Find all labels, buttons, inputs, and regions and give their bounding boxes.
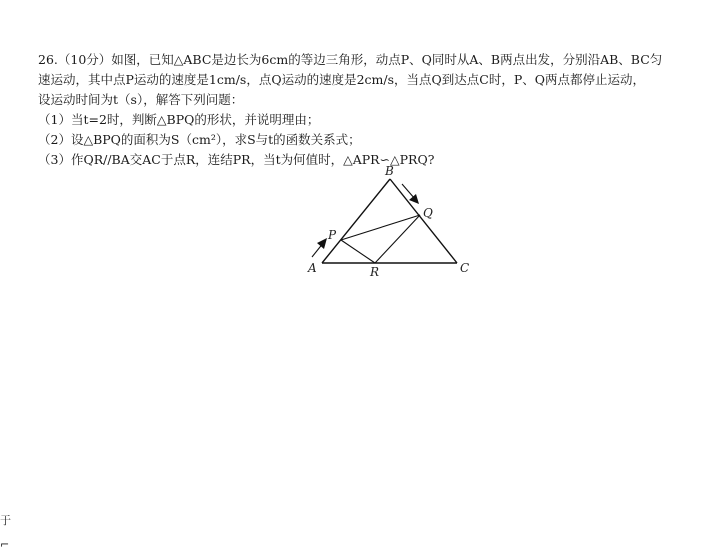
label-q: Q — [423, 206, 433, 220]
label-a: A — [308, 261, 317, 275]
edge-fragment-1: 于 — [0, 514, 11, 527]
sub-question-1: （1）当t=2时，判断△BPQ的形状，并说明理由； — [38, 112, 320, 127]
segment-pr — [341, 240, 375, 263]
sub-question-2: （2）设△BPQ的面积为S（cm²），求S与t的函数关系式； — [38, 132, 361, 147]
problem-statement-line-3: 设运动时间为t（s），解答下列问题： — [38, 92, 244, 107]
arrow-p-head — [317, 238, 327, 249]
label-b: B — [385, 164, 394, 178]
label-r: R — [370, 265, 380, 279]
arrow-q-head — [409, 194, 419, 204]
problem-statement-line-1: 26.（10分）如图，已知△ABC是边长为6cm的等边三角形，动点P、Q同时从A、B两点出发，分别沿AB、BC匀 — [38, 52, 663, 67]
label-p: P — [328, 228, 337, 242]
problem-26 — [38, 50, 678, 170]
geometry-figure — [300, 165, 490, 285]
sub-question-3: （3）作QR//BA交AC于点R，连结PR，当t为何值时，△APR∽△PRQ? — [38, 152, 435, 167]
page-edge-fragments — [0, 514, 11, 552]
problem-statement-line-2: 速运动，其中点P运动的速度是1cm/s，点Q运动的速度是2cm/s，当点Q到达点C时，P、Q两点都停止运动， — [38, 72, 645, 87]
triangle-diagram — [300, 165, 490, 285]
edge-fragment-2: ⌐ — [0, 538, 10, 551]
label-c: C — [460, 261, 470, 275]
